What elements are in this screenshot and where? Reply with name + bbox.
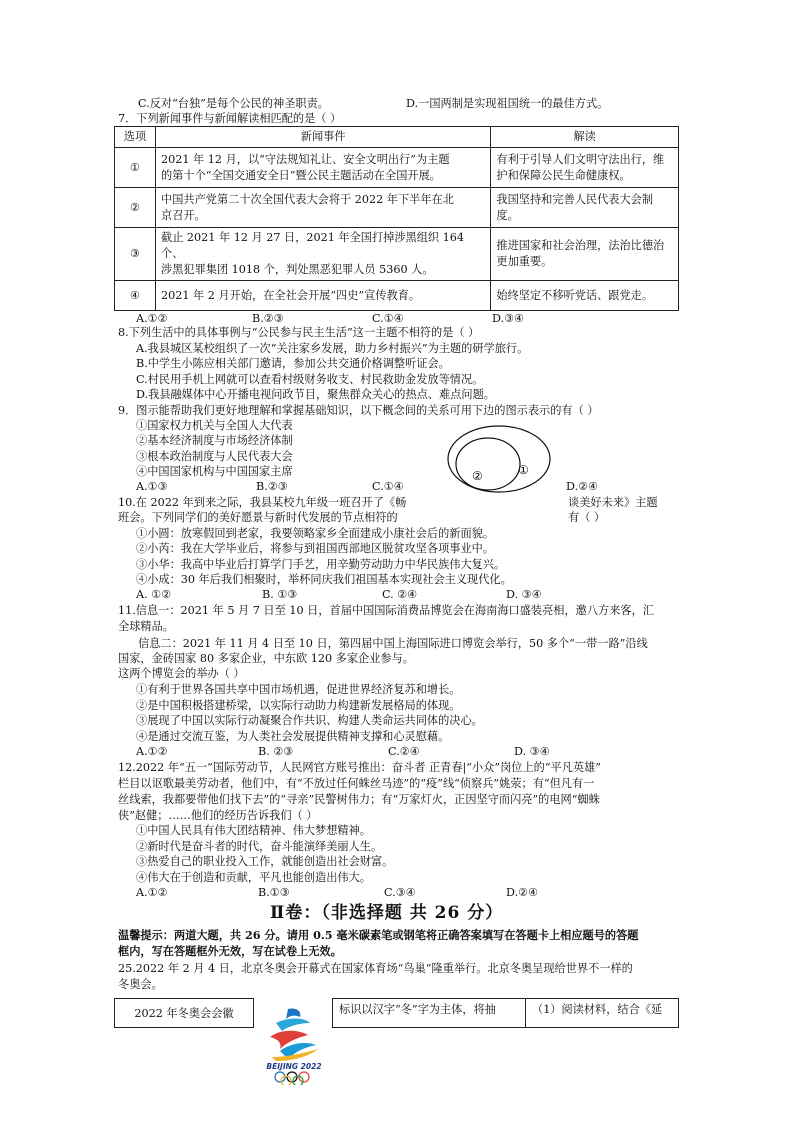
q9-item-3: ③根本政治制度与人民代表大会 [136, 450, 293, 463]
q11-item-1: ①有利于世界各国共享中国市场机遇，促进世界经济复苏和增长。 [136, 683, 461, 696]
q10-stem-cont: 谈美好未来》主题 [568, 496, 658, 509]
q12-option-a: A.①② [136, 886, 168, 899]
question-cell: （1）阅读材料，结合《延 [526, 999, 679, 1028]
q9-stem: 9．图示能帮助我们更好地理解和掌握基础知识，以下概念间的关系可用下边的图示表示的有（ ） [118, 404, 599, 417]
q10-item-1: ①小圆：放寒假回到老家，我要领略家乡全面建成小康社会后的新面貌。 [136, 527, 495, 540]
q11-option-c: C.②④ [388, 745, 420, 758]
q10-stem: 10.在 2022 年到来之际，我县某校九年级一班召开了《畅 [118, 496, 407, 509]
q10-stem-line2: 班会。下列同学们的美好愿景与新时代发展的节点相符的 [118, 511, 398, 524]
q10-option-c: C. ②④ [382, 588, 418, 601]
q7-option-d: D.③④ [492, 312, 525, 325]
q9-item-1: ①国家权力机关与全国人大代表 [136, 419, 293, 432]
q25-material-table [114, 998, 679, 1028]
part2-tip-cont: 框内，写在答题框外无效，写在试卷上无效。 [118, 944, 342, 958]
q11-item-3: ③展现了中国以实际行动凝聚合作共识、构建人类命运共同体的决心。 [136, 714, 483, 727]
option-cell: ② [115, 188, 156, 228]
q11-item-2: ②是中国积极搭建桥梁，以实际行动助力构建新发展格局的体现。 [136, 699, 461, 712]
part2-tip: 温馨提示：两道大题，共 26 分。请用 0.5 毫米碳素笔或钢笔将正确答案填写在答题卡上相应题号的答题 [118, 928, 639, 942]
q12-item-1: ①中国人民具有伟大团结精神、伟大梦想精神。 [136, 824, 371, 837]
table-header: 选项 [115, 127, 156, 148]
event-cell: 2021 年 2 月开始，在全社会开展“四史”宣传教育。 [156, 281, 491, 311]
table-row [115, 228, 679, 281]
emblem-label-cell: 2022 年冬奥会会徽 [115, 999, 254, 1028]
q12-item-2: ②新时代是奋斗者的时代，奋斗能演绎美丽人生。 [136, 840, 383, 853]
reading-cell: 推进国家和社会治理，法治比德治 更加重要。 [491, 228, 679, 281]
emblem-stroke-top [286, 1008, 300, 1019]
q10-item-4: ④小成：30 年后我们相聚时，举杯同庆我们祖国基本实现社会主义现代化。 [136, 573, 512, 586]
beijing-2022-emblem [258, 1001, 330, 1085]
q8-option-b: B.中学生小陈应相关部门邀请，参加公共交通价格调整听证会。 [136, 357, 450, 370]
q10-item-3: ③小华：我高中毕业后打算学门手艺，用辛勤劳动助力中华民族伟大复兴。 [136, 558, 506, 571]
q8-option-c: C.村民用手机上网就可以查看村级财务收支、村民救助金发放等情况。 [136, 373, 484, 386]
q11-info2: 信息二：2021 年 11 月 4 日至 10 日，第四届中国上海国际进口博览会举行，50 多个“一带一路”沿线 [138, 637, 648, 650]
q9-venn-diagram [446, 424, 552, 494]
table-header: 解读 [491, 127, 679, 148]
q10-item-2: ②小芮：我在大学毕业后，将参与到祖国西部地区脱贫攻坚各项事业中。 [136, 542, 495, 555]
q9-option-d: D.②④ [566, 480, 599, 493]
q10-stem-line2-cont: 有（ ） [568, 511, 606, 524]
q9-item-4: ④中国国家机构与中国国家主席 [136, 465, 293, 478]
q7-news-table [114, 126, 679, 311]
inner-label: ② [472, 469, 483, 483]
table-row [115, 188, 679, 228]
q8-stem: 8.下列生活中的具体事例与“公民参与民主生活”这一主题不相符的是（ ） [118, 326, 480, 339]
q12-option-b: B.①③ [258, 886, 290, 899]
table-header: 新闻事件 [156, 127, 491, 148]
emblem-stroke-mid [276, 1019, 310, 1032]
option-cell: ④ [115, 281, 156, 311]
q7-option-a: A.①② [136, 312, 168, 325]
q9-option-c: C.①④ [372, 480, 404, 493]
inner-circle [456, 438, 520, 490]
table-row [115, 148, 679, 188]
q11-ask: 这两个博览会的举办（ ） [118, 667, 245, 680]
olympic-ring-green [293, 1076, 303, 1085]
option-cell: ① [115, 148, 156, 188]
table-row [115, 281, 679, 311]
q11-info2-cont: 国家，金砖国家 80 多家企业，中东欧 120 多家企业参与。 [118, 652, 414, 665]
olympic-ring-yellow [281, 1076, 291, 1085]
q7-option-b: B.②③ [252, 312, 284, 325]
q10-option-a: A. ①② [136, 588, 172, 601]
q8-option-d: D.我县融媒体中心开播电视问政节目，聚焦群众关心的热点、难点问题。 [136, 388, 495, 401]
q12-stem-line2: 栏目以讴歌最美劳动者，他们中，有“不放过任何蛛丝马迹”的“疫”线“侦察兵”姚荥；有“但凡有一 [118, 777, 595, 790]
q11-option-d: D. ③④ [514, 745, 550, 758]
q12-option-c: C.③④ [384, 886, 416, 899]
reading-cell: 有利于引导人们文明守法出行，维 护和保障公民生命健康权。 [491, 148, 679, 188]
q11-option-a: A.①② [136, 745, 168, 758]
q25-stem: 25.2022 年 2 月 4 日，北京冬奥会开幕式在国家体育场“鸟巢”隆重举行。北京冬奥呈现给世界不一样的 [118, 962, 633, 975]
q12-item-4: ④伟大在于创造和贡献，平凡也能创造出伟大。 [136, 871, 371, 884]
q7-option-c: C.①④ [372, 312, 404, 325]
q9-option-a: A.①③ [136, 480, 168, 493]
event-cell: 截止 2021 年 12 月 27 日，2021 年全国打掉涉黑组织 164 个、 涉黑犯罪集团 1018 个，判处黑恶犯罪人员 5360 人。 [156, 228, 491, 281]
q11-info1: 11.信息一：2021 年 5 月 7 日至 10 日，首届中国国际消费品博览会在海南海口盛装亮相，邀八方来客，汇 [118, 604, 654, 617]
q9-option-b: B.②③ [256, 480, 288, 493]
q12-stem-line1: 12.2022 年“五一”国际劳动节，人民网官方账号推出：奋斗者 正青春|“小众”岗位上的“平凡英雄” [118, 761, 602, 774]
q12-stem-line4: 侠”赵健；……他们的经历告诉我们（ ） [118, 809, 318, 822]
q11-item-4: ④是通过交流互鉴，为人类社会发展提供精神支撑和心灵慰藉。 [136, 730, 450, 743]
reading-cell: 我国坚持和完善人民代表大会制度。 [491, 188, 679, 228]
event-cell: 2021 年 12 月，以“守法规知礼让、安全文明出行”为主题 的第十个“全国交通安全日”暨公民主题活动在全国开展。 [156, 148, 491, 188]
q10-option-b: B. ①③ [262, 588, 298, 601]
q11-option-b: B. ②③ [258, 745, 294, 758]
q12-stem-line3: 丝线索，我都要带他们找下去”的“寻亲”民警树伟力；有“万家灯火，正因坚守而闪亮”的电网“蜘蛛 [118, 793, 600, 806]
q10-option-d: D. ③④ [506, 588, 542, 601]
q12-option-d: D.②④ [506, 886, 539, 899]
part2-title: Ⅱ卷：（非选择题 共 26 分） [270, 903, 504, 923]
emblem-text: BEIJING 2022 [266, 1062, 322, 1071]
table-row [115, 999, 679, 1028]
q6-option-c: C.反对“台独”是每个公民的神圣职责。 [138, 97, 329, 110]
q11-info1-cont: 全球精品。 [118, 620, 174, 633]
option-cell: ③ [115, 228, 156, 281]
table-header-row [115, 127, 679, 148]
q9-item-2: ②基本经济制度与市场经济体制 [136, 434, 293, 447]
q6-option-d: D.一国两制是实现祖国统一的最佳方式。 [406, 97, 609, 110]
reading-cell: 始终坚定不移听党话、跟党走。 [491, 281, 679, 311]
event-cell: 中国共产党第二十次全国代表大会将于 2022 年下半年在北 京召开。 [156, 188, 491, 228]
q7-stem: 7．下列新闻事件与新闻解读相匹配的是（ ） [118, 112, 342, 125]
outer-circle [448, 426, 550, 492]
q25-stem-cont: 冬奥会。 [118, 978, 163, 991]
q12-item-3: ③热爱自己的职业投入工作，就能创造出社会财富。 [136, 855, 394, 868]
outer-label: ① [518, 463, 529, 477]
description-cell: 标识以汉字“冬”字为主体，将抽 [333, 999, 526, 1028]
q8-option-a: A.我县城区某校组织了一次“关注家乡发展，助力乡村振兴”为主题的研学旅行。 [136, 342, 529, 355]
